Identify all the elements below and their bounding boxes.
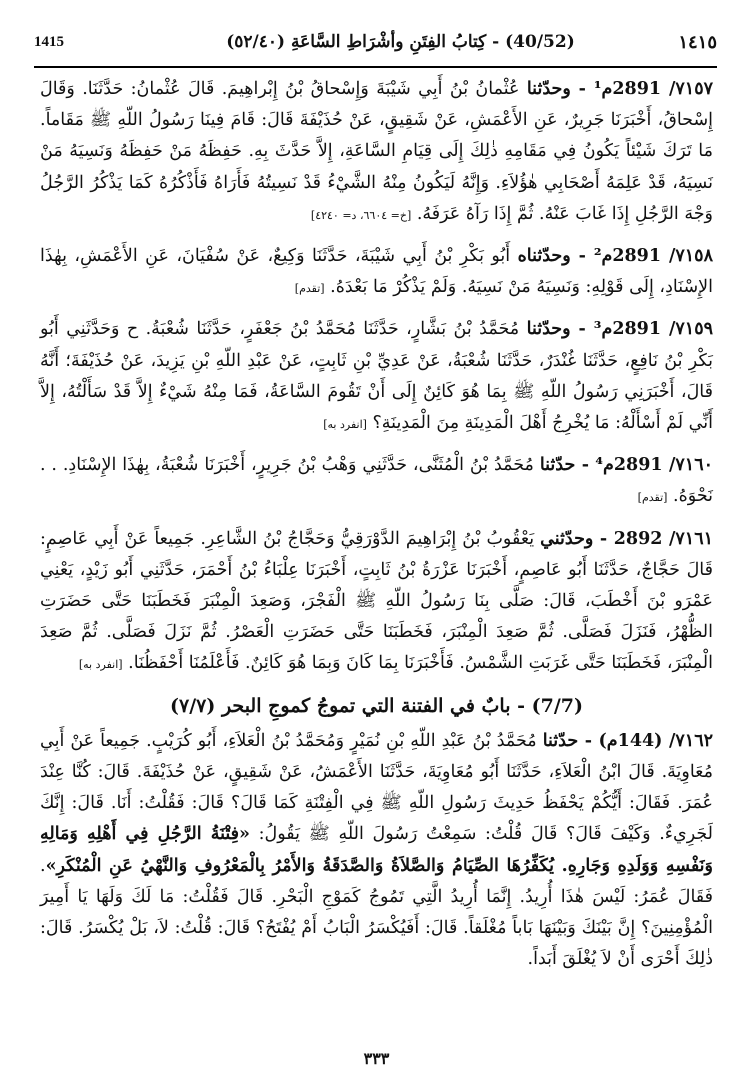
page-header	[34, 32, 717, 62]
hadith-ref: [تقدم]	[294, 282, 325, 296]
hadith-ref: [انفرد به]	[323, 418, 367, 432]
hadith-text: عُثْمانُ بْنُ أَبِي شَيْبَةَ وَإِسْحاقُ بْنُ إِبْراهِيمَ. قَالَ عُثْمانُ: حَدَّثَنَا. وَقَالَ إِسْحاقُ، أَخْبَرَنَا جَرِيرٌ، عَنِ الأَعْمَشِ، عَنْ شَقِيقٍ، عَنْ حُذَيْفَةَ قَالَ: قَامَ فِينَا رَسُولُ اللّهِ ﷺ مَقَاماً. مَا تَرَكَ شَيْئاً يَكُونُ فِي مَقَامِهِ ذٰلِكَ إِلَى قِيَامِ السَّاعَةِ، إِلاَّ حَدَّثَ بِهِ. حَفِظَهُ مَنْ حَفِظَهُ وَنَسِيَهُ مَنْ نَسِيَهُ، قَدْ عَلِمَهُ أَصْحَابِي هٰؤُلاَءِ. وَإِنَّهُ لَيَكُونُ مِنْهُ الشَّيْءُ قَدْ نَسِيتُهُ فَأَرَاهُ فَأَذْكُرُهُ كَمَا يَذْكُرُ الرَّجُلُ وَجْهَ الرَّجُلِ إِذَا غَابَ عَنْهُ. ثُمَّ إِذَا رَآهُ عَرَفَهُ.	[40, 79, 713, 224]
hadith-text-continued: . فَقَالَ عُمَرُ: لَيْسَ هٰذَا أُرِيدُ. إِنَّمَا أُرِيدُ الَّتِي تَمُوجُ كَمَوْجِ الْبَحْرِ. قَالَ فَقُلْتُ: مَا لَكَ وَلَهَا يَا أَمِيرَ الْمُؤْمِنِينَ؟ إِنَّ بَيْنَكَ وَبَيْنَهَا بَاباً مُغْلَقاً. قَالَ: أَفَيُكْسَرُ الْبَابُ أَمْ يُفْتَحُ؟ قَالَ: قُلْتُ: لاَ، بَلْ يُكْسَرُ. قَالَ: ذٰلِكَ أَحْرَى أَنْ لاَ يُغْلَقَ أَبَداً.	[40, 855, 713, 970]
page-body	[40, 74, 713, 985]
hadith-ref: [انفرد به]	[78, 658, 123, 672]
hadith-lead: ٧١٥٩/ 2891م³ - وحدّثنا	[526, 319, 714, 340]
hadith-7161	[40, 524, 713, 681]
chapter-heading: (7/7) - بابٌ في الفتنة التي تموجُ كموجِ البحر (٧/٧)	[169, 694, 583, 717]
hadith-ref: [خ= ٦٦٠٤، د= ٤٢٤٠]	[310, 208, 412, 222]
hadith-7159	[40, 314, 713, 440]
hadith-text: يَعْقُوبُ بْنُ إِبْرَاهِيمَ الدَّوْرَقِيُّ وَحَجَّاجُ بْنُ الشَّاعِرِ. جَمِيعاً عَنْ أَبِي عَاصِمٍ: قَالَ حَجَّاجٌ، حَدَّثَنَا أَبُو عَاصِمٍ، أَخْبَرَنَا عَزْرَةُ بْنُ ثَابِتٍ، أَخْبَرَنَا عِلْبَاءُ بْنُ أَحْمَرَ، حَدَّثَنِي أَبُو زَيْدٍ، يَعْنِي عَمْرَو بْنَ أَخْطَبَ، قَالَ: صَلَّى بِنَا رَسُولُ اللّهِ ﷺ الْفَجْرَ، وَصَعِدَ الْمِنْبَرَ فَخَطَبَنَا حَتَّى حَضَرَتِ الظُّهْرُ، فَنَزَلَ فَصَلَّى. ثُمَّ صَعِدَ الْمِنْبَرَ، فَخَطَبَنَا حَتَّى حَضَرَتِ الْعَصْرُ. ثُمَّ نَزَلَ فَصَلَّى. ثُمَّ صَعِدَ الْمِنْبَرَ، فَخَطَبَنَا حَتَّى غَرَبَتِ الشَّمْسُ. فَأَخْبَرَنَا بِمَا كَانَ وَبِمَا هُوَ كَائِنٌ. فَأَعْلَمُنَا أَحْفَظُنَا.	[40, 528, 713, 674]
hadith-7158	[40, 241, 713, 304]
page-number-arabic: ١٤١٥	[678, 32, 717, 53]
hadith-ref: [تقدم]	[637, 491, 668, 505]
prophetic-quote: «فِتْنَةُ الرَّجُلِ فِي أَهْلِهِ وَمَالِهِ وَنَفْسِهِ وَوَلَدِهِ وَجَارِهِ. يُكَفِّرُهَا الصِّيَامُ وَالصَّلاَةُ وَالصَّدَقَةُ وَالأَمْرُ بِالْمَعْرُوفِ وَالنَّهْيُ عَنِ الْمُنْكَرِ»	[40, 824, 713, 876]
page-number-latin: 1415	[34, 34, 64, 50]
hadith-7160	[40, 450, 713, 513]
hadith-text: أَبُو بَكْرِ بْنُ أَبِي شَيْبَةَ، حَدَّثَنَا وَكِيعٌ، عَنْ سُفْيَانَ، عَنِ الأَعْمَشِ، بِهٰذَا الإِسْنَادِ، إِلَى قَوْلِهِ: وَنَسِيَهُ مَنْ نَسِيَهُ. وَلَمْ يَذْكُرْ مَا بَعْدَهُ.	[40, 246, 713, 298]
header-divider	[34, 66, 717, 68]
hadith-lead: ٧١٥٧/ 2891م¹ - وحدّثنا	[526, 79, 713, 99]
hadith-lead: ٧١٥٨/ 2891م² - وحدّثناه	[517, 246, 713, 267]
hadith-text: مُحَمَّدُ بْنُ بَشَّارٍ، حَدَّثَنَا مُحَمَّدُ بْنُ جَعْفَرٍ، حَدَّثَنَا شُعْبَةُ. ح وَحَدَّثَنِي أَبُو بَكْرِ بْنُ نَافِعٍ، حَدَّثَنَا غُنْدَرٌ، حَدَّثَنَا شُعْبَةُ، عَنْ عَدِيِّ بْنِ ثَابِتٍ، عَنْ عَبْدِ اللّهِ بْنِ يَزِيدَ، عَنْ حُذَيْفَةَ؛ أَنَّهُ قَالَ، أَخْبَرَنِي رَسُولُ اللّهِ ﷺ بِمَا هُوَ كَائِنٌ إِلَى أَنْ تَقُومَ السَّاعَةُ، فَمَا مِنْهُ شَيْءٌ إِلاَّ قَدْ سَأَلْتُهُ، إِلاَّ أَنِّي لَمْ أَسْأَلْهُ: مَا يُخْرِجُ أَهْلَ الْمَدِينَةِ مِنَ الْمَدِينَةِ؟	[40, 319, 713, 434]
hadith-lead: ٧١٦١/ 2892 - وحدّثني	[540, 528, 714, 549]
running-title: (40/52) - كِتابُ الفِتَنِ وأشْرَاطِ السَّاعَةِ (٥٢/٤٠)	[226, 32, 575, 52]
hadith-text: مُحَمَّدُ بْنُ عَبْدِ اللّهِ بْنِ نُمَيْرٍ وَمُحَمَّدُ بْنُ الْعَلاَءِ، أَبُو كُرَيْبٍ. جَمِيعاً عَنْ أَبِي مُعَاوِيَةَ. قَالَ ابْنُ الْعَلاَءِ، حَدَّثَنَا أَبُو مُعَاوِيَةَ، حَدَّثَنَا الأَعْمَشُ، عَنْ شَقِيقٍ، عَنْ حُذَيْفَةَ. قَالَ: كُنَّا عِنْدَ عُمَرَ. فَقَالَ: أَيُّكُمْ يَحْفَظُ حَدِيثَ رَسُولِ اللّهِ ﷺ فِي الْفِتْنَةِ كَمَا قَالَ؟ قَالَ: فَقُلْتُ: أَنَا. قَالَ: إِنَّكَ لَجَرِيءٌ. وَكَيْفَ قَالَ؟ قَالَ قُلْتُ: سَمِعْتُ رَسُولَ اللّهِ ﷺ يَقُولُ:	[40, 730, 713, 845]
hadith-7157	[40, 74, 713, 231]
hadith-text: مُحَمَّدُ بْنُ الْمُثَنَّى، حَدَّثَنِي وَهْبُ بْنُ جَرِيرٍ، أَخْبَرَنَا شُعْبَةُ، بِهٰذَا الإِسْنَادِ. . . نَحْوَهُ.	[40, 455, 713, 507]
hadith-lead: ٧١٦٠/ 2891م⁴ - حدّثنا	[539, 455, 713, 476]
hadith-lead: ٧١٦٢/ (144م) - حدّثنا	[542, 730, 713, 751]
hadith-7162	[40, 726, 713, 976]
page-footer-number: ٣٣٣	[363, 1049, 390, 1068]
